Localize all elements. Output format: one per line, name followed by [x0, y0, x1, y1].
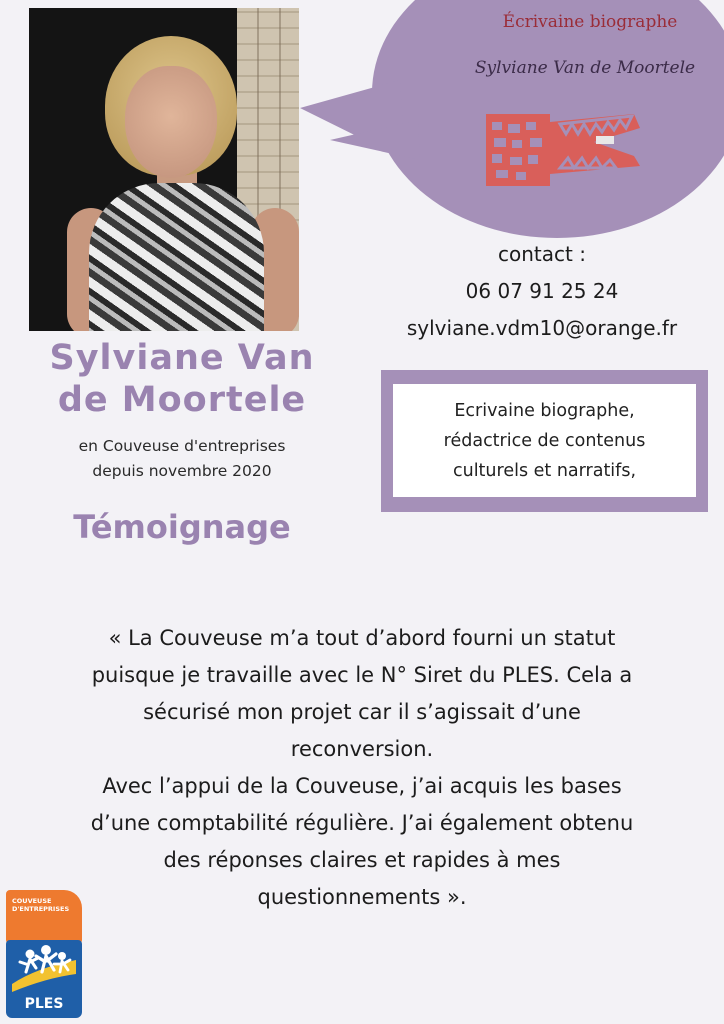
role-line-1: Ecrivaine biographe, [454, 400, 635, 421]
subtitle-line-1: en Couveuse d'entreprises [78, 437, 286, 455]
contact-block [372, 236, 712, 347]
quote-line: des réponses claires et rapides à mes [163, 848, 561, 872]
crocodile-logo-icon [484, 102, 646, 190]
quote-line: questionnements ». [257, 885, 467, 909]
role-box-content [393, 384, 696, 497]
role-line-3: culturels et narratifs, [452, 460, 637, 481]
person-subtitle [22, 434, 342, 484]
name-line-2: de Moortele [57, 380, 307, 420]
bubble-title: Écrivaine biographe [502, 12, 678, 32]
people-figures-icon [6, 940, 82, 996]
subtitle-line-2: depuis novembre 2020 [92, 462, 272, 480]
patterned-top [89, 183, 264, 331]
role-box [381, 370, 708, 512]
email-address[interactable]: sylviane.vdm10@orange.fr [406, 316, 678, 340]
section-title: Témoignage [73, 508, 291, 546]
name-line-1: Sylviane Van [49, 338, 315, 378]
quote-line: puisque je travaille avec le N° Siret du PLES. Cela a [91, 663, 633, 687]
person-name [22, 337, 342, 421]
couveuse-banner [6, 890, 82, 944]
role-line-2: rédactrice de contenus [443, 430, 646, 451]
logo-ples-text: PLES [24, 996, 64, 1012]
contact-label: contact : [498, 242, 586, 266]
phone-number[interactable]: 06 07 91 25 24 [465, 279, 619, 303]
logo-top-line-1: COUVEUSE [12, 897, 52, 905]
testimonial-quote [30, 620, 694, 916]
bubble-signature: Sylviane Van de Moortele [474, 58, 696, 78]
quote-line: Avec l’appui de la Couveuse, j’ai acquis les bases [102, 774, 622, 798]
quote-line: reconversion. [290, 737, 434, 761]
logo-top-line-2: D'ENTREPRISES [12, 905, 70, 913]
quote-line: « La Couveuse m’a tout d’abord fourni un statut [108, 626, 616, 650]
quote-line: sécurisé mon projet car il s’agissait d’une [143, 700, 581, 724]
ples-logo [6, 890, 82, 1018]
quote-line: d’une comptabilité régulière. J’ai également obtenu [90, 811, 634, 835]
ples-panel [6, 940, 82, 1018]
